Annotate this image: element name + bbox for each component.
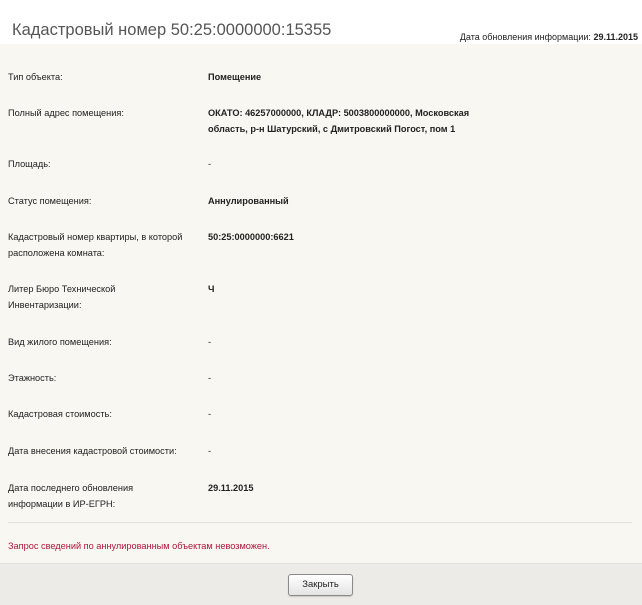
field-label: Этажность:	[8, 373, 57, 383]
field-value: 29.11.2015	[208, 483, 254, 493]
field-value: 50:25:0000000:6621	[208, 232, 294, 242]
field-value: Помещение	[208, 72, 262, 82]
warning-message: Запрос сведений по аннулированным объектам невозможен.	[8, 541, 270, 551]
field-label: Полный адрес помещения:	[8, 108, 124, 118]
field-label: Тип объекта:	[8, 72, 63, 82]
close-button[interactable]: Закрыть	[288, 574, 353, 596]
update-date: 29.11.2015	[593, 32, 638, 42]
dialog-header	[0, 0, 642, 44]
field-value: ОКАТО: 46257000000, КЛАДР: 5003800000000, Московская область, р-н Шатурский, с Дмитровский Погост, пом 1	[208, 108, 470, 134]
field-label: Дата последнего обновления информации в ИР-ЕГРН:	[8, 483, 134, 509]
dialog-footer	[0, 563, 642, 605]
field-label: Кадастровая стоимость:	[8, 409, 112, 419]
field-value: -	[208, 409, 212, 419]
field-label: Площадь:	[8, 159, 51, 169]
page-title: Кадастровый номер 50:25:0000000:15355	[12, 21, 332, 39]
field-label: Литер Бюро Технической Инвентаризации:	[8, 284, 116, 310]
field-label: Статус помещения:	[8, 196, 92, 206]
update-label: Дата обновления информации:	[459, 32, 591, 42]
divider	[8, 522, 632, 523]
details-panel	[0, 44, 642, 563]
field-label: Кадастровый номер квартиры, в которой расположена комната:	[8, 232, 183, 258]
field-value: -	[208, 446, 212, 456]
field-value: -	[208, 159, 212, 169]
field-label: Вид жилого помещения:	[8, 337, 112, 347]
field-label: Дата внесения кадастровой стоимости:	[8, 446, 177, 456]
field-value: -	[208, 373, 212, 383]
field-value: Ч	[208, 284, 215, 294]
update-info	[460, 32, 638, 42]
field-value: -	[208, 337, 212, 347]
field-value: Аннулированный	[208, 196, 289, 206]
